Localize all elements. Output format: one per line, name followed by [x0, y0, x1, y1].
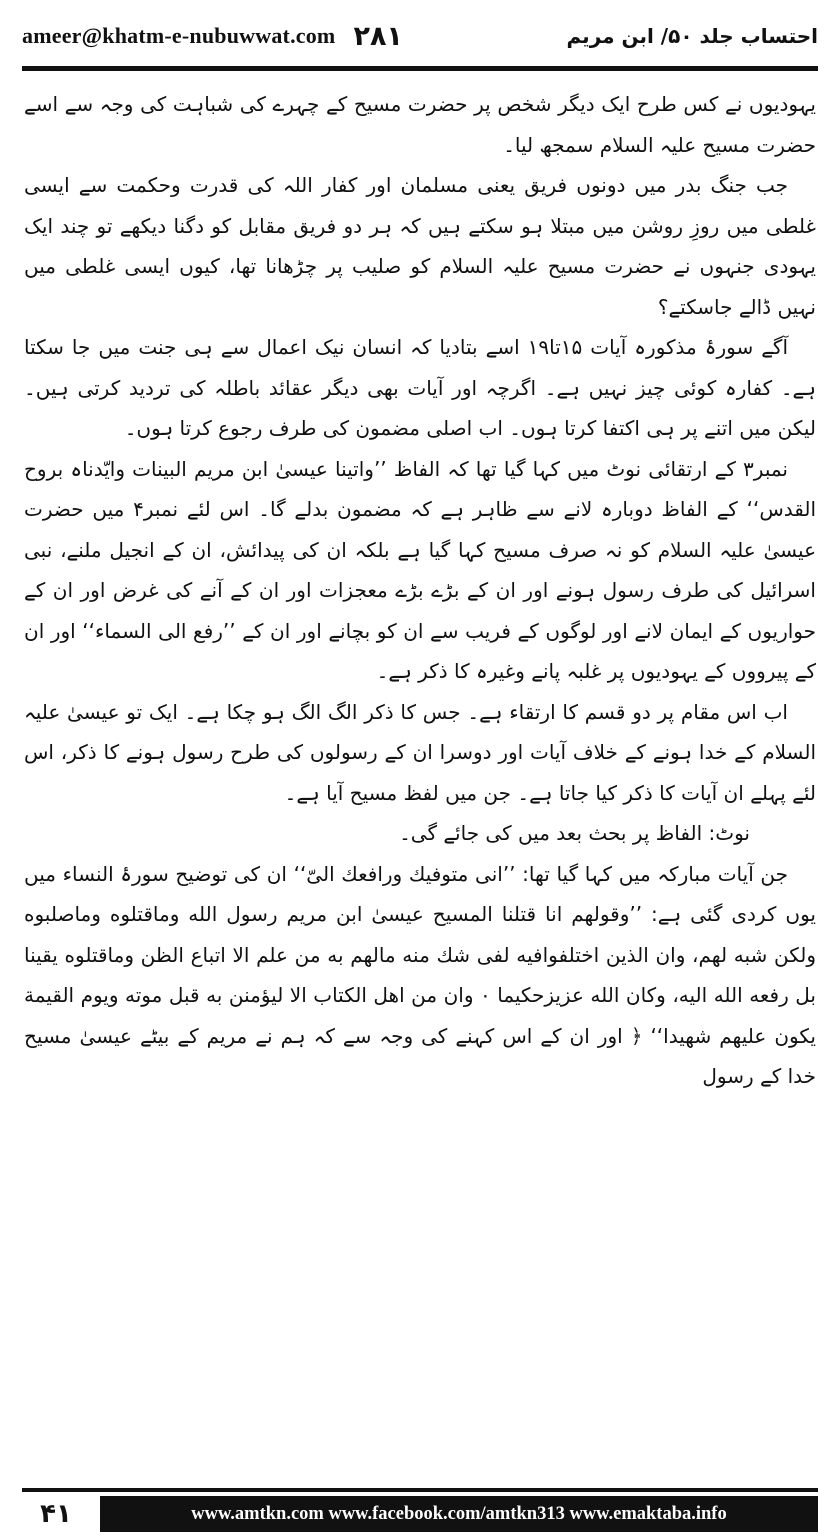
- paragraph-2: جب جنگ بدر میں دونوں فریق یعنی مسلمان اور کفار اللہ کی قدرت وحکمت سے ایسی غلطی میں روزِ روشن میں مبتلا ہو سکتے ہیں کہ ہر دو فریق مقابل کو دگنا دیکھے تو چند ایک یہودی جنہوں نے حضرت مسیح علیہ السلام کو صلیب پر چڑھانا تھا، کیوں ایسی غلطی میں نہیں ڈالے جاسکتے؟: [24, 173, 816, 319]
- paragraph-quran-quote: جن آیات مبارکہ میں کہا گیا تھا: ’’انی متوفیك ورافعك الیّ‘‘ ان کی توضیح سورۂ النساء میں یوں کردی گئی ہے: ’’وقولهم انا قتلنا المسیح عیسیٰ ابن مریم رسول الله وماقتلوه وماصلبوه ولكن شبه لهم، وان الذین اختلفوافیه لفی شك منه مالهم به من علم الا اتباع الظن وماقتلوه یقینا بل رفعه الله الیه، وكان الله عزیزحكیما ۰ وان من اهل الكتاب الا لیؤمنن به قبل موته ویوم القیمة یكون علیهم شهیدا‘‘ ﴿ اور ان کے اس کہنے کی وجہ سے کہ ہم نے مریم کے بیٹے عیسیٰ مسیح خدا کے رسول: [24, 861, 816, 1088]
- body-text: [24, 84, 816, 1470]
- footer-page-number: ۴۱: [40, 1499, 72, 1529]
- paragraph-1: یہودیوں نے کس طرح ایک دیگر شخص پر حضرت مسیح کے چہرے کی شباہت کی وجہ سے اسے حضرت مسیح علیہ السلام سمجھ لیا۔: [24, 92, 816, 157]
- page-header: [22, 10, 818, 62]
- page-footer: [0, 1482, 840, 1540]
- header-left-group: [22, 21, 403, 52]
- paragraph-5: اب اس مقام پر دو قسم کا ارتقاء ہے۔ جس کا ذکر الگ الگ ہو چکا ہے۔ ایک تو عیسیٰ علیہ السلام کے خدا ہونے کے خلاف آیات اور دوسرا ان کے رسولوں کی طرح رسول ہونے کا ذکر، اس لئے پہلے ان آیات کا ذکر کیا جاتا ہے۔ جن میں لفظ مسیح آیا ہے۔: [24, 699, 816, 805]
- note-line: نوٹ: الفاظ پر بحث بعد میں کی جائے گی۔: [399, 821, 750, 845]
- footer-banner: [100, 1496, 818, 1532]
- header-rule: [22, 66, 818, 71]
- header-page-number: ۲۸۱: [353, 20, 403, 52]
- paragraph-4: نمبر۳ کے ارتقائی نوٹ میں کہا گیا تھا کہ الفاظ ’’واتینا عیسیٰ ابن مریم البینات وایّدناہ بروح القدس‘‘ کے الفاظ دوبارہ لانے سے ظاہر ہے کہ مضمون بدلے گا۔ اس لئے نمبر۴ میں حضرت عیسیٰ علیہ السلام کو نہ صرف مسیح کہا گیا ہے بلکہ ان کی پیدائش، ان کے انجیل ملنے، نبی اسرائیل کی طرف رسول ہونے اور ان کے بڑے بڑے معجزات اور ان کے آنے کی غرض اور ان کے حواریوں کے ایمان لانے اور لوگوں کے فریب سے ان کو بچانے اور ان کے ’’رفع الی السماء‘‘ اور ان کے پیرووں کے یہودیوں پر غلبہ پانے وغیرہ کا ذکر ہے۔: [24, 456, 816, 683]
- footer-rule: [22, 1488, 818, 1492]
- paragraph-3: آگے سورۂ مذکورہ آیات ۱۵تا۱۹ اسے بتادیا کہ انسان نیک اعمال سے ہی جنت میں جا سکتا ہے۔ کفارہ کوئی چیز نہیں ہے۔ اگرچہ اور آیات بھی دیگر عقائد باطلہ کی تردید کرتی ہیں۔ لیکن میں اتنے پر ہی اکتفا کرتا ہوں۔ اب اصلی مضمون کی طرف رجوع کرتا ہوں۔: [24, 335, 816, 440]
- footer-website-links[interactable]: www.amtkn.com www.facebook.com/amtkn313 www.emaktaba.info: [191, 1503, 727, 1524]
- header-email[interactable]: ameer@khatm-e-nubuwwat.com: [22, 23, 336, 48]
- running-title: احتساب جلد ۵۰/ ابن مریم: [566, 24, 818, 48]
